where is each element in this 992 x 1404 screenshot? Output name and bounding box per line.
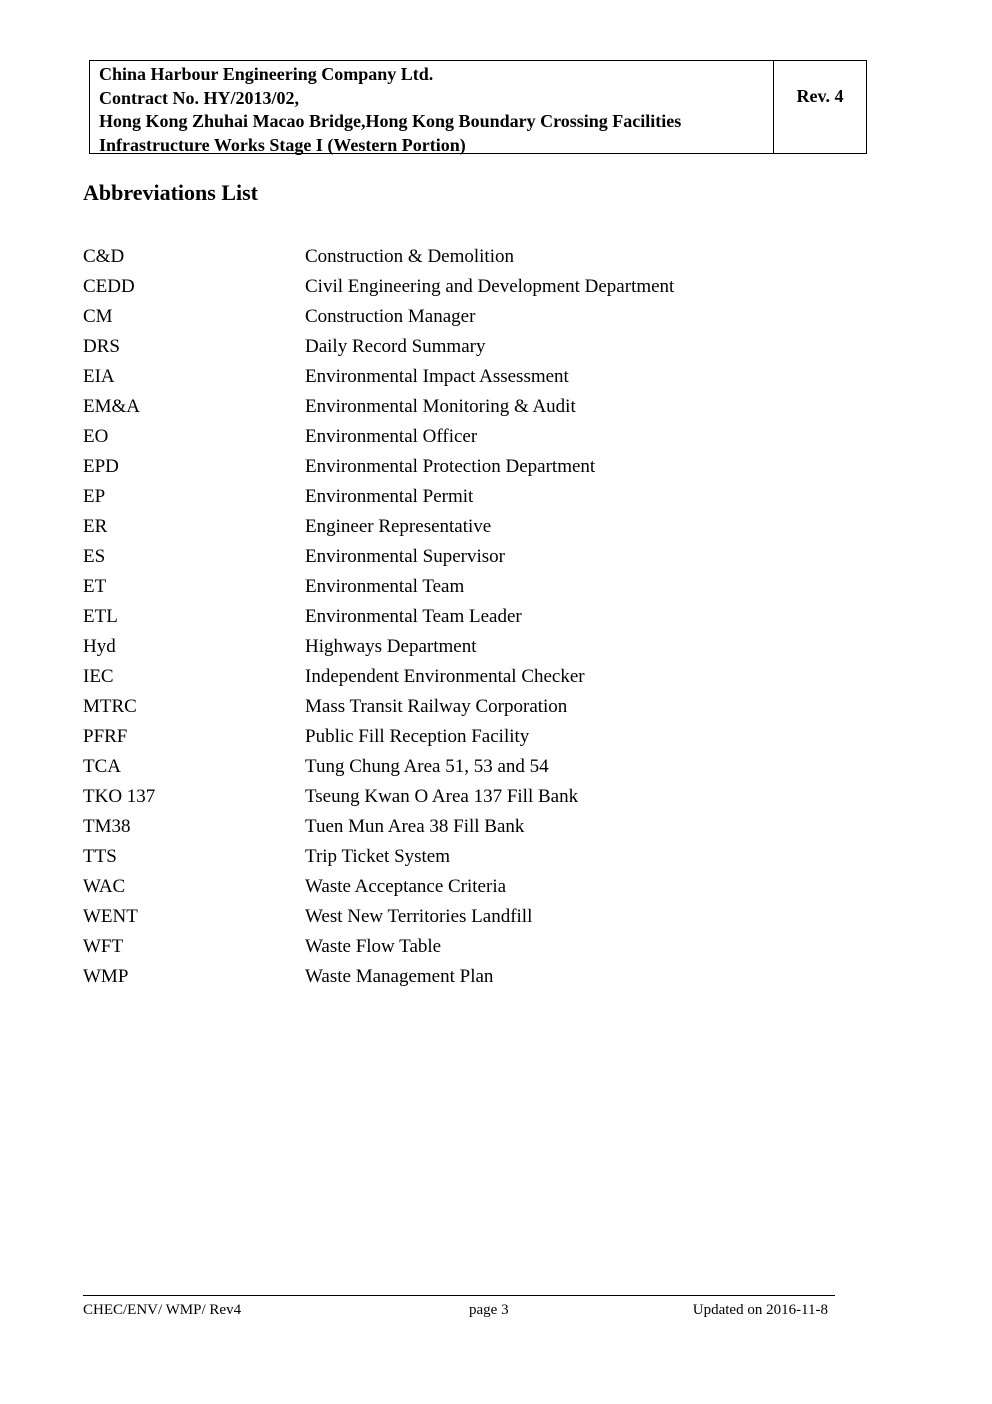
abbreviation-term: ETL (83, 606, 118, 627)
abbreviation-row (83, 302, 803, 332)
abbreviation-row (83, 242, 803, 272)
abbreviation-term: PFRF (83, 726, 128, 747)
header-title-block (90, 61, 774, 153)
abbreviation-term: TKO 137 (83, 786, 156, 807)
abbreviation-row (83, 902, 803, 932)
abbreviation-term: TTS (83, 846, 117, 867)
header-contract: Contract No. HY/2013/02, (99, 87, 299, 108)
abbreviation-row (83, 932, 803, 962)
abbreviation-row (83, 362, 803, 392)
section-title: Abbreviations List (83, 180, 259, 205)
abbreviation-definition: Trip Ticket System (305, 846, 451, 867)
abbreviation-row (83, 812, 803, 842)
abbreviation-definition: Highways Department (305, 636, 477, 657)
abbreviation-definition: Tseung Kwan O Area 137 Fill Bank (305, 786, 579, 807)
abbreviation-row (83, 422, 803, 452)
abbreviation-term: Hyd (83, 636, 116, 657)
abbreviation-row (83, 692, 803, 722)
abbreviation-definition: Construction Manager (305, 306, 476, 327)
abbreviation-definition: Tuen Mun Area 38 Fill Bank (305, 816, 525, 837)
abbreviation-row (83, 962, 803, 992)
abbreviation-term: WMP (83, 966, 129, 987)
abbreviation-definition: Civil Engineering and Development Department (305, 276, 675, 297)
abbreviation-term: TM38 (83, 816, 131, 837)
abbreviation-term: MTRC (83, 696, 137, 717)
abbreviation-definition: Environmental Supervisor (305, 546, 505, 567)
abbreviation-term: WAC (83, 876, 126, 897)
abbreviation-row (83, 602, 803, 632)
abbreviation-row (83, 722, 803, 752)
abbreviation-definition: Public Fill Reception Facility (305, 726, 530, 747)
abbreviation-row (83, 272, 803, 302)
abbreviation-definition: Environmental Team Leader (305, 606, 522, 627)
abbreviation-term: ER (83, 516, 108, 537)
abbreviation-row (83, 842, 803, 872)
abbreviation-definition: Tung Chung Area 51, 53 and 54 (305, 756, 549, 777)
abbreviation-definition: Construction & Demolition (305, 246, 514, 267)
abbreviation-term: EP (83, 486, 106, 507)
abbreviation-term: EM&A (83, 396, 140, 417)
abbreviation-row (83, 512, 803, 542)
abbreviation-definition: Waste Management Plan (305, 966, 494, 987)
abbreviation-term: ES (83, 546, 106, 567)
abbreviation-row (83, 452, 803, 482)
abbreviation-definition: Environmental Impact Assessment (305, 366, 569, 387)
abbreviation-term: EIA (83, 366, 115, 387)
abbreviation-row (83, 782, 803, 812)
abbreviation-term: EPD (83, 456, 119, 477)
abbreviation-row (83, 662, 803, 692)
footer-divider (83, 1295, 835, 1296)
abbreviation-term: WENT (83, 906, 138, 927)
abbreviation-definition: Waste Acceptance Criteria (305, 876, 507, 897)
abbreviation-definition: West New Territories Landfill (305, 906, 533, 927)
abbreviation-definition: Environmental Officer (305, 426, 478, 447)
abbreviation-row (83, 332, 803, 362)
abbreviation-row (83, 872, 803, 902)
footer-updated-date: Updated on 2016-11-8 (692, 1302, 828, 1318)
abbreviation-term: IEC (83, 666, 114, 687)
revision-label: Rev. 4 (796, 86, 844, 106)
abbreviation-row (83, 392, 803, 422)
abbreviation-definition: Waste Flow Table (305, 936, 442, 957)
abbreviation-term: WFT (83, 936, 124, 957)
abbreviation-definition: Engineer Representative (305, 516, 492, 537)
abbreviation-row (83, 752, 803, 782)
footer-page-number: page 3 (469, 1302, 509, 1318)
abbreviation-row (83, 542, 803, 572)
footer-doc-ref: CHEC/ENV/ WMP/ Rev4 (83, 1302, 242, 1318)
abbreviation-definition: Environmental Permit (305, 486, 474, 507)
header-company: China Harbour Engineering Company Ltd. (99, 64, 434, 84)
abbreviation-definition: Mass Transit Railway Corporation (305, 696, 568, 717)
header-revision-cell (774, 61, 866, 153)
abbreviations-list (83, 242, 803, 992)
abbreviation-row (83, 572, 803, 602)
abbreviation-row (83, 482, 803, 512)
abbreviation-term: ET (83, 576, 107, 597)
abbreviation-term: CEDD (83, 276, 135, 297)
abbreviation-term: EO (83, 426, 109, 447)
abbreviation-definition: Daily Record Summary (305, 336, 486, 357)
abbreviation-term: TCA (83, 756, 121, 777)
abbreviation-row (83, 632, 803, 662)
document-header (89, 60, 867, 154)
abbreviation-term: CM (83, 306, 113, 327)
abbreviation-definition: Independent Environmental Checker (305, 666, 585, 687)
header-project: Hong Kong Zhuhai Macao Bridge,Hong Kong Boundary Crossing Facilities (99, 111, 682, 131)
abbreviation-definition: Environmental Protection Department (305, 456, 596, 477)
abbreviation-definition: Environmental Monitoring & Audit (305, 396, 576, 417)
abbreviation-definition: Environmental Team (305, 576, 465, 597)
abbreviation-term: C&D (83, 246, 125, 267)
header-project-stage: Infrastructure Works Stage I (Western Portion) (99, 134, 466, 155)
abbreviation-term: DRS (83, 336, 120, 357)
